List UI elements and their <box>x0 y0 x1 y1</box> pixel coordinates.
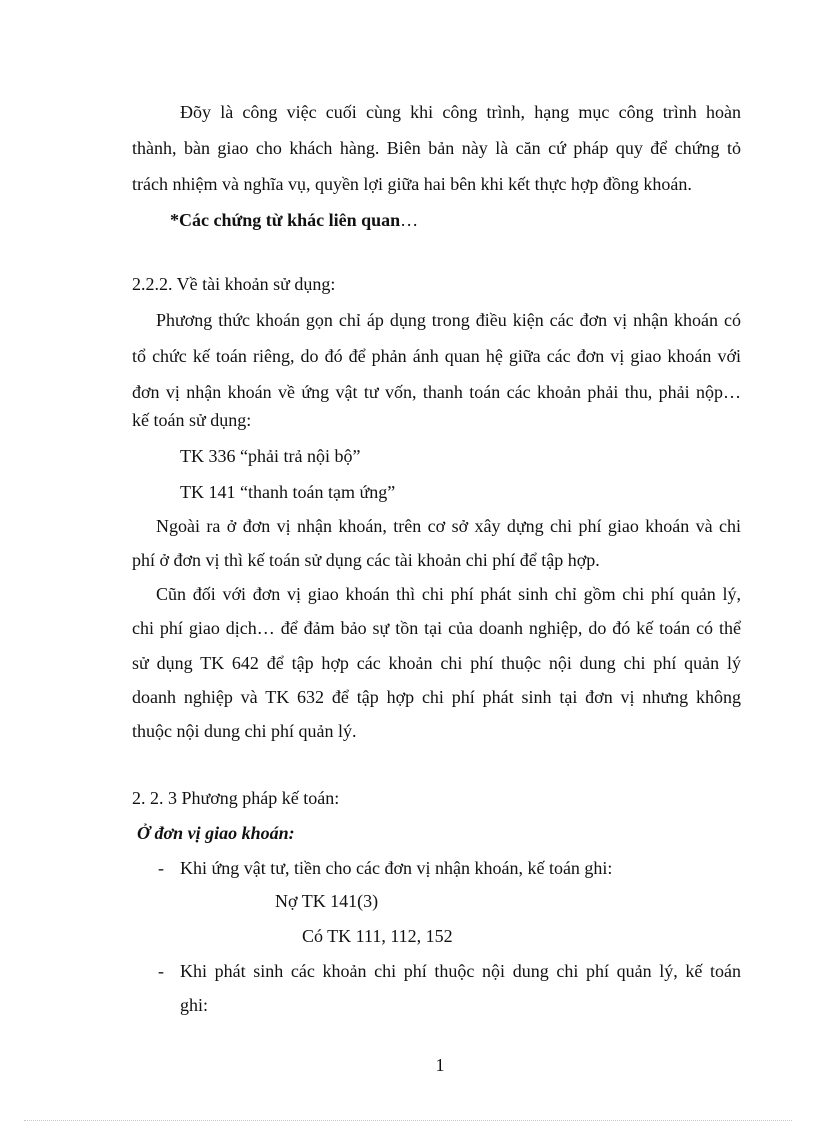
journal-debit: Nợ TK 141(3) <box>275 891 379 911</box>
paragraph-line: kế toán sử dụng: <box>132 410 252 430</box>
section-heading-222: 2.2.2. Về tài khoản sử dụng: <box>132 274 336 294</box>
journal-credit: Có TK 111, 112, 152 <box>302 926 453 946</box>
other-documents-bold: *Các chứng từ khác liên quan <box>170 210 401 230</box>
other-documents-heading <box>170 209 418 231</box>
paragraph-line: chi phí giao dịch… để đảm bảo sự tồn tại của doanh nghiệp, do đó kế toán có thể <box>132 618 741 638</box>
paragraph-line: Phương thức khoán gọn chỉ áp dụng trong điều kiện các đơn vị nhận khoán có <box>156 310 741 330</box>
account-tk141: TK 141 “thanh toán tạm ứng” <box>180 482 396 502</box>
bullet-dash: - <box>158 858 164 878</box>
paragraph-line: phí ở đơn vị thì kế toán sử dụng các tài khoản chi phí để tập hợp. <box>132 550 600 570</box>
paragraph-line: Đõy là công việc cuối cùng khi công trình, hạng mục công trình hoàn <box>180 102 741 122</box>
bullet-text: ghi: <box>180 995 209 1015</box>
page-footer-divider <box>24 1120 792 1121</box>
bullet-text: Khi ứng vật tư, tiền cho các đơn vị nhận khoán, kế toán ghi: <box>180 858 613 878</box>
subheading-giao-khoan: Ở đơn vị giao khoán: <box>137 823 295 843</box>
section-heading-223: 2. 2. 3 Phương pháp kế toán: <box>132 788 340 808</box>
paragraph-line: sử dụng TK 642 để tập hợp các khoản chi phí thuộc nội dung chi phí quản lý <box>132 653 741 673</box>
paragraph-line: tổ chức kế toán riêng, do đó để phản ánh quan hệ giữa các đơn vị giao khoán với <box>132 346 741 366</box>
paragraph-line: thuộc nội dung chi phí quản lý. <box>132 721 357 741</box>
bullet-text: Khi phát sinh các khoản chi phí thuộc nội dung chi phí quản lý, kế toán <box>180 961 741 981</box>
paragraph-line: Cũn đối với đơn vị giao khoán thì chi phí phát sinh chỉ gồm chi phí quản lý, <box>156 584 741 604</box>
ellipsis: … <box>400 210 419 230</box>
paragraph-line: Ngoài ra ở đơn vị nhận khoán, trên cơ sở xây dựng chi phí giao khoán và chi <box>156 516 741 536</box>
paragraph-line: doanh nghiệp và TK 632 để tập hợp chi phí phát sinh tại đơn vị nhưng không <box>132 687 741 707</box>
paragraph-line: đơn vị nhận khoán về ứng vật tư vốn, thanh toán các khoản phải thu, phải nộp… <box>132 382 741 402</box>
account-tk336: TK 336 “phải trả nội bộ” <box>180 446 361 466</box>
page-number: 1 <box>435 1055 445 1075</box>
paragraph-line: thành, bàn giao cho khách hàng. Biên bản này là căn cứ pháp quy để chứng tỏ <box>132 138 741 158</box>
paragraph-line: trách nhiệm và nghĩa vụ, quyền lợi giữa hai bên khi kết thực hợp đồng khoán. <box>132 174 692 194</box>
bullet-dash: - <box>158 961 164 981</box>
